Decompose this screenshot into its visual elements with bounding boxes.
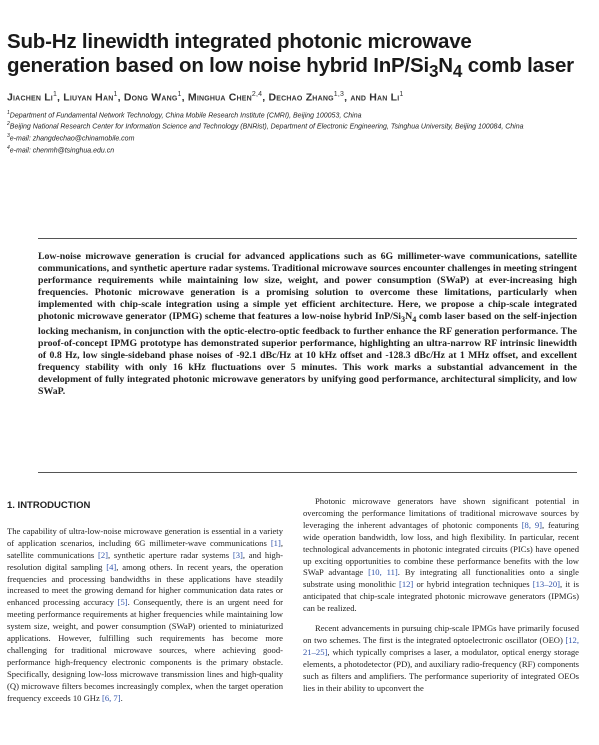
author-name: Dong Wang: [123, 91, 178, 104]
body-paragraph: [7, 526, 283, 705]
paragraph-text: .: [120, 692, 123, 703]
body-paragraph: [303, 623, 579, 694]
title-text-end: comb laser: [462, 53, 574, 77]
abstract: [38, 251, 577, 398]
affiliation-line: [7, 109, 579, 121]
abstract-text-n: N: [405, 311, 413, 322]
citation-link[interactable]: [5]: [117, 597, 128, 608]
affiliation-mark: 3: [7, 133, 10, 140]
paragraph-text: The capability of ultra-low-noise microwave generation is essential in a variety of application scenarios, including 6G millimeter-wave communications: [7, 525, 283, 548]
citation-link[interactable]: [1]: [270, 537, 281, 548]
author-name: Liuyan Han: [63, 91, 114, 104]
body-paragraph: [303, 496, 579, 615]
paragraph-text: . Consequently, there is an urgent need for meeting performance requirements at higher frequencies while maintaining low system size, weight, and power consumption (SWaP) oriented to miniaturized applications. However, fulfilling such requirements has become more challenging for traditional microwave sources, where achieving good-performance high-frequency electronic components is the primary obstacle. Specifically, designing low-loss microwave transmission lines and high-quality (Q) microwave filters becomes increasingly complex, when the target operation frequency exceeds 10 GHz: [7, 597, 283, 703]
paragraph-text: . By integrating all functionalities onto a single substrate using monolithic: [303, 567, 579, 590]
citation-link[interactable]: [10, 11]: [368, 567, 398, 578]
paragraph-text: Photonic microwave generators have shown significant potential in overcoming the performance limitations of traditional microwave sources by leveraging the inherent advantages of photonic components: [303, 496, 579, 530]
author-name: Jiachen Li: [7, 91, 53, 104]
affiliations: [7, 109, 579, 156]
affiliation-line: [7, 132, 579, 144]
section-title: 1. INTRODUCTION: [7, 500, 91, 511]
title-text-n: N: [438, 53, 453, 77]
author-affiliation-mark: 1: [399, 91, 404, 99]
title-sub-4: 4: [452, 61, 463, 81]
left-column: [7, 490, 283, 713]
left-column-paragraphs: [7, 526, 283, 705]
citation-link[interactable]: [4]: [106, 561, 117, 572]
author-affiliation-mark: 2,4: [251, 91, 263, 99]
author-affiliation-mark: 1: [113, 91, 118, 99]
author-separator: ,: [181, 91, 188, 104]
abstract-sub-4: 4: [412, 314, 417, 324]
title-text: Sub-Hz linewidth integrated photonic microwave generation based on low noise hybrid InP/Si: [7, 30, 472, 77]
affiliation-line: [7, 120, 579, 132]
affiliation-mark: 4: [7, 145, 10, 152]
paragraph-text: , among others. In recent years, the operation frequencies and processing bandwidths in these applications have steadily increased to meet the growing demand for higher communication data rates or enhanced processing accuracy: [7, 561, 283, 608]
right-column: [303, 490, 579, 713]
citation-link[interactable]: [8, 9]: [521, 519, 542, 530]
author-separator: ,: [262, 91, 269, 104]
abstract-text: Low-noise microwave generation is crucial for advanced applications such as 6G millimeter-wave communications, satellite communications, and synthetic aperture radar systems. Traditional microwave sources encounter challenges in meeting stringent performance requirements while maintaining low size, weight, and power consumption (SWaP) at ever-increasing high frequencies. Photonic microwave generation is a promising solution to overcome these limitations, particularly when implemented with chip-scale integration using a simple yet efficient architecture. Here, we propose a chip-scale integrated photonic microwave generator (IPMG) scheme that features a low-noise hybrid InP/Si: [38, 251, 577, 322]
paragraph-text: or hybrid integration techniques: [413, 579, 533, 590]
author-name: Dechao Zhang: [268, 91, 334, 104]
body-columns: [7, 490, 579, 713]
affiliation-text: e-mail: zhangdechao@chinamobile.com: [9, 135, 135, 143]
paragraph-text: , featuring wide operation bandwidth, low loss, and high flexibility. In particular, recent technological advancements in photonic integrated circuits (PICs) have opened up exciting opportunities to combine these performance benefits with the low SWaP advantage: [303, 519, 579, 578]
author-name: Han Li: [369, 91, 400, 104]
paragraph-text: Recent advancements in pursuing chip-scale IPMGs have primarily focused on two schemes. The first is the integrated optoelectronic oscillator (OEO): [303, 623, 579, 645]
citation-link[interactable]: [12]: [398, 579, 414, 590]
paragraph-text: , which typically comprises a laser, a modulator, optical energy storage elements, a photodetector (PD), and auxiliary radio-frequency (RF) components such as filters and amplifiers. The performance superiority of integrated OEOs lies in their ability to upconvert the: [303, 646, 579, 693]
author-separator: ,: [57, 91, 64, 104]
paragraph-text: , it is anticipated that chip-scale integrated photonic microwave generators (IPMGs) can be realized.: [303, 579, 579, 614]
abstract-sub-3: 3: [401, 314, 406, 324]
abstract-top-rule: [38, 238, 577, 239]
citation-link[interactable]: [13–20]: [532, 579, 560, 590]
affiliation-mark: 1: [7, 109, 10, 116]
affiliation-text: Department of Fundamental Network Technology, China Mobile Research Institute (CMRI), Beijing 100053, China: [9, 111, 362, 119]
author-separator: ,: [117, 91, 124, 104]
author-list: [7, 91, 579, 104]
affiliation-text: Beijing National Research Center for Information Science and Technology (BNRist), Department of Electronic Engineering, Tsinghua University, Beijing 100084, China: [9, 123, 524, 131]
citation-link[interactable]: [3]: [232, 549, 243, 560]
author-affiliation-mark: 1,3: [333, 91, 345, 99]
title-sub-3: 3: [428, 61, 439, 81]
citation-link[interactable]: [2]: [97, 549, 109, 560]
affiliation-line: [7, 144, 579, 156]
paragraph-text: , and high-resolution digital sampling: [7, 549, 284, 572]
affiliation-mark: 2: [7, 121, 10, 128]
author-name: Minghua Chen: [187, 91, 252, 104]
paper-title: [7, 30, 579, 83]
citation-link[interactable]: [6, 7]: [101, 692, 121, 703]
abstract-text-end: comb laser based on the self-injection locking mechanism, in conjunction with the optic-electro-optic feedback to further enhance the RF generation performance. The proof-of-concept IPMG prototype has demonstrated superior performance, highlighting an ultra-narrow RF intrinsic linewidth of 0.8 Hz, low single-sideband phase noises of -92.1 dBc/Hz at 10 kHz offset and -128.3 dBc/Hz at 1 MHz offset, and excellent frequency stability with only 16 kHz fluctuations over 5 minutes. This work marks a substantial advancement in the development of fully integrated photonic microwave generators by unifying good performance, architectural simplicity, and low SWaP.: [38, 311, 577, 397]
abstract-bottom-rule: [38, 472, 577, 473]
affiliation-text: e-mail: chenmh@tsinghua.edu.cn: [9, 147, 115, 155]
right-column-paragraphs: [303, 496, 579, 695]
author-separator: , and: [344, 91, 370, 104]
citation-link[interactable]: [12, 21–25]: [303, 634, 579, 657]
author-affiliation-mark: 1: [52, 91, 58, 99]
author-affiliation-mark: 1: [177, 91, 182, 99]
paragraph-text: , satellite communications: [7, 537, 283, 560]
paragraph-text: , synthetic aperture radar systems: [108, 549, 233, 560]
